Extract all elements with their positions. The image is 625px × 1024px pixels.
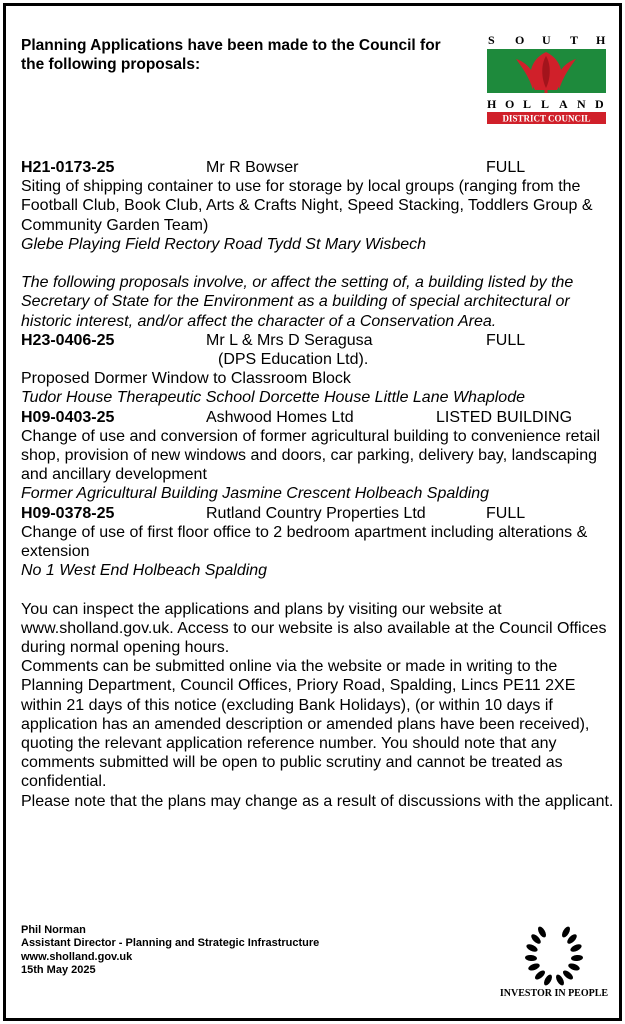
application-ref: H23-0406-25: [21, 331, 115, 349]
investor-in-people-logo: [498, 924, 610, 1004]
application-header: [21, 331, 617, 350]
application-description: Change of use and conversion of former agricultural building to convenience retail shop, provision of new windows and doors, car parking, delivery bay, landscaping and ancillary development: [21, 427, 601, 484]
comments-paragraph: Comments can be submitted online via the website or made in writing to the Planning Department, Council Offices, Priory Road, Spalding, Lincs PE11 2XE within 21 days of this notice (excluding Bank Holidays), (or within 10 days if application has an amended description or amended plans have been received), quoting the relevant application reference number. You should note that any comments submitted will be open to public scrutiny and cannot be treated as confidential.: [21, 658, 590, 791]
application-header: [21, 408, 617, 427]
logo-letter: A: [559, 97, 568, 111]
spacer: [21, 580, 617, 599]
application-type: FULL: [486, 331, 526, 349]
listed-building-note: The following proposals involve, or affect the setting of, a building listed by the Secretary of State for the Environment as a building of special architectural or historic interest, and/or affect the character of a Conservation Area.: [21, 274, 574, 330]
application-header: [21, 504, 617, 523]
logo-letter: S: [488, 33, 495, 47]
application-location: Tudor House Therapeutic School Dorcette House Little Lane Whaplode: [21, 389, 525, 407]
logo-letter: N: [577, 97, 586, 111]
signature-date: 15th May 2025: [21, 963, 96, 976]
spacer: [21, 254, 617, 273]
logo-letter: U: [542, 33, 551, 47]
application-description: Change of use of first floor office to 2 bedroom apartment including alterations & extension: [21, 523, 588, 560]
application-type: LISTED BUILDING: [436, 408, 573, 426]
logo-letter: L: [541, 97, 550, 111]
application-location: Glebe Playing Field Rectory Road Tydd St Mary Wisbech: [21, 235, 427, 253]
application-applicant: Rutland Country Properties Ltd: [206, 504, 426, 522]
signatory-name: Phil Norman: [21, 924, 86, 936]
laurel-wreath-icon: [498, 924, 610, 986]
logo-letter: H: [487, 97, 497, 111]
application-location: Former Agricultural Building Jasmine Crescent Holbeach Spalding: [21, 485, 490, 503]
logo-letter: O: [515, 33, 525, 47]
planning-notice: [3, 3, 622, 1021]
application-applicant: Mr R Bowser: [206, 159, 299, 176]
investor-in-people-label: INVESTOR IN PEOPLE: [499, 988, 609, 999]
logo-letter: H: [596, 33, 606, 47]
application-ref: H09-0403-25: [21, 408, 115, 426]
application-ref: H09-0378-25: [21, 504, 115, 522]
application-location: No 1 West End Holbeach Spalding: [21, 562, 268, 580]
logo-letter: D: [595, 97, 604, 111]
council-logo-graphic: [483, 32, 608, 125]
council-logo: [483, 32, 608, 125]
application-ref: H21-0173-25: [21, 159, 115, 176]
application-applicant: Mr L & Mrs D Seragusa: [206, 331, 373, 349]
application-applicant: Ashwood Homes Ltd: [206, 408, 354, 426]
application-description: Siting of shipping container to use for storage by local groups (ranging from the Football Club, Book Club, Arts & Crafts Night, Speed Stacking, Toddlers Group & Community Garden Team): [21, 178, 593, 234]
logo-banner-text: DISTRICT COUNCIL: [502, 113, 591, 124]
changes-paragraph: Please note that the plans may change as a result of discussions with the applicant.: [21, 792, 614, 810]
inspect-paragraph: You can inspect the applications and plans by visiting our website at www.sholland.gov.uk. Access to our website is also available at the Council Offices during normal opening hours.: [21, 600, 607, 656]
signature-website: www.sholland.gov.uk: [21, 950, 133, 963]
logo-letter: T: [570, 33, 579, 47]
application-applicant-company: (DPS Education Ltd).: [218, 350, 369, 368]
notice-body: [21, 158, 617, 811]
notice-heading: Planning Applications have been made to the Council for the following proposals:: [21, 37, 441, 73]
logo-letter: O: [505, 97, 515, 111]
application-header: [21, 158, 617, 177]
application-type: FULL: [486, 159, 526, 176]
signatory-title: Assistant Director - Planning and Strategic Infrastructure: [21, 937, 320, 950]
application-description: Proposed Dormer Window to Classroom Block: [21, 370, 351, 388]
logo-letter: L: [523, 97, 532, 111]
application-type: FULL: [486, 504, 526, 522]
signature-block: [21, 924, 321, 977]
